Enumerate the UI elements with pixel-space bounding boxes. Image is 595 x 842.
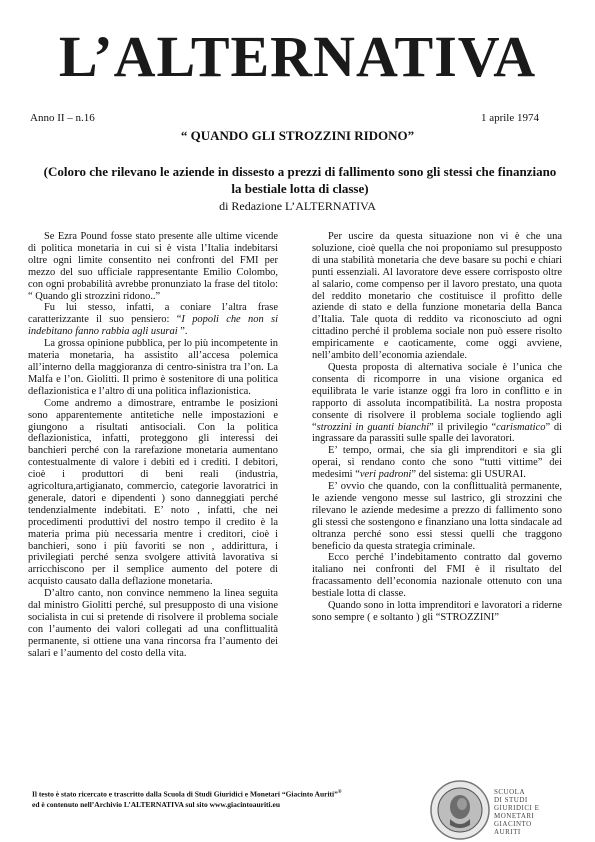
footer-line-2: ed è contenuto nell’Archivio L’ALTERNATIVA sul sito www.giacintoauriti.eu [32, 799, 281, 809]
paragraph-text: La grossa opinione pubblica, per lo più incompetente in materia monetaria, ha assistito all’accesa polemica all’interno della maggioranza di centro-sinistra tra l’on. La Malfa e l’on. Giolitti. Il primo è sostenitore di una politica deflazionistica e l’altro di una politica inflazionistica. [28, 338, 278, 397]
article-column-right [312, 231, 562, 624]
paragraph-text: Fu lui stesso, infatti, a coniare l’altra frase caratterizzante il suo pensiero: “ [28, 302, 278, 326]
article-paragraph [312, 362, 562, 445]
school-logo-text [494, 788, 564, 836]
article-paragraph [28, 398, 278, 589]
school-seal-icon [429, 779, 491, 841]
paragraph-text: Come andremo a dimostrare, entrambe le posizioni sono apparentemente antitetiche nelle impostazioni e giungono a risultati antisociali. Con la politica deflazionistica, infatti, proteggono gli interessi dei banchieri perché con la rarefazione monetaria aumentano contestualmente di valore i debiti ed i crediti. I debitori, cioè i produttori di beni reali (industria, agricoltura,artigianato, commercio, categorie lavoratrici in generale, datori e dipendenti ) sono danneggiati perché tendenzialmente indebitati. E’ noto , infatti, che nei procedimenti produttivi del nostro tempo il credito è la materia prima più necessaria mentre i creditori, cioè i banchieri, sono i più favoriti se non , addirittura, i privilegiati perché senza svolgere attività lavorativa si arricchiscono per il semplice aumento del potere di acquisto causato dalla deflazione monetaria. [28, 397, 278, 588]
registered-mark: ® [337, 790, 342, 795]
article-paragraph [312, 552, 562, 600]
paragraph-text: ” il privilegio “ [429, 421, 497, 433]
issue-number: Anno II – n.16 [30, 112, 95, 124]
paragraph-text: ”. [177, 326, 188, 338]
archive-footer [32, 788, 412, 810]
logo-line: MONETARI [494, 812, 535, 820]
article-column-left [28, 231, 278, 660]
issue-date: 1 aprile 1974 [480, 112, 539, 124]
italic-quote: strozzini in guanti bianchi [316, 421, 430, 433]
article-paragraph [312, 481, 562, 552]
paragraph-text: Quando sono in lotta imprenditori e lavoratori a riderne sono sempre ( e soltanto ) gli “STROZZINI” [312, 600, 562, 623]
paragraph-text: D’altro canto, non convince nemmeno la linea seguita dal ministro Giolitti perché, sul presupposto di una visione socialista in cui si pretende di risolvere il problema sociale con l’aumento dei valori collegati ad una conflittualità permanente, si ottiene una vana rincorsa fra l’aumento dei salari e l’aumento del costo della vita. [28, 588, 278, 659]
italic-quote: veri padroni [359, 469, 412, 481]
paragraph-text: Questa proposta di alternativa sociale è l’unica che consenta di ricomporre in una visione organica ed equilibrata le varie istanze oggi fra loro in conflitto e in rapporto di assoluta incompatibilità. La nostra proposta consente di risolvere il problema sociale togliendo agli “ [312, 361, 562, 433]
article-paragraph [28, 338, 278, 398]
logo-line: GIURIDICI E [494, 804, 540, 812]
logo-line: SCUOLA [494, 788, 526, 796]
logo-line: DI STUDI [494, 796, 528, 804]
article-byline: di Redazione L’ALTERNATIVA [219, 199, 376, 213]
italic-quote: carismatico [496, 421, 546, 433]
masthead-title: L’ALTERNATIVA [58, 24, 537, 89]
paragraph-text: Ecco perché l’indebitamento contratto dal governo italiano nei confronti del FMI è il risultato del fracassamento dell’economia nazionale ottenuto con una bestiale lotta di classe. [312, 552, 562, 600]
paragraph-text: ” del sistema: gli USURAI. [411, 469, 526, 481]
article-paragraph [28, 588, 278, 659]
paragraph-text: ” di ingrassare da parassiti sulle spalle dei lavoratori. [312, 421, 562, 445]
logo-line: AURITI [494, 828, 521, 836]
paragraph-text: E’ ovvio che quando, con la conflittualità permanente, le aziende vengono messe sul lastrico, gli strozzini che rilevano le aziende medesime a prezzo di fallimento sono gli stessi che sostengono e finanziano una lotta sindacale ad oltranza perché sono essi stessi quelli che traggono beneficio da questa strategia criminale. [312, 481, 562, 552]
article-paragraph [312, 600, 562, 624]
italic-quote: I popoli che non si indebitano fanno rabbia agli usurai [28, 314, 278, 338]
paragraph-text: Se Ezra Pound fosse stato presente alle ultime vicende di politica monetaria in cui si è vista l’Italia indebitarsi oltre ogni limite consentito nei confronti del FMI per mezzo del suo ufficiale rappresentante Emilio Colombo, con ogni probabilità avrebbe pronunziato la frase del titolo: “ Quando gli strozzini ridono..” [28, 231, 278, 302]
article-headline: “ QUANDO GLI STROZZINI RIDONO” [180, 128, 415, 143]
article-paragraph [28, 302, 278, 338]
article-subhead: (Coloro che rilevano le aziende in dissesto a prezzi di fallimento sono gli stessi che finanziano la bestiale lotta di classe) [43, 164, 557, 196]
article-paragraph [312, 445, 562, 481]
footer-line-1: Il testo è stato ricercato e trascritto dalla Scuola di Studi Giuridici e Monetari “Giacinto Auriti” [32, 789, 338, 799]
paragraph-text: E’ tempo, ormai, che sia gli imprenditori e sia gli operai, si rendano conto che sono “tutti vittime” dei medesimi “ [312, 445, 562, 481]
article-paragraph [312, 231, 562, 362]
logo-line: GIACINTO [494, 820, 532, 828]
article-paragraph [28, 231, 278, 302]
paragraph-text: Per uscire da questa situazione non vi è che una soluzione, cioè quella che noi proponiamo sul presupposto di una stabilità monetaria che deve basare su pochi e chiari punti essenziali. Al lavoratore deve essere corrisposto oltre al salario, come compenso per il lavoro prestato, una quota del reddito monetario che costituisce il profitto delle aziende di stato e della funzione monetaria della Banca d’Italia. Tale quota di reddito va riconosciuto ad ogni cittadino perché il problema sociale non può essere risolto empiricamente e caoticamente, come oggi avviene, nell’ambito dell’economia aziendale. [312, 231, 562, 362]
